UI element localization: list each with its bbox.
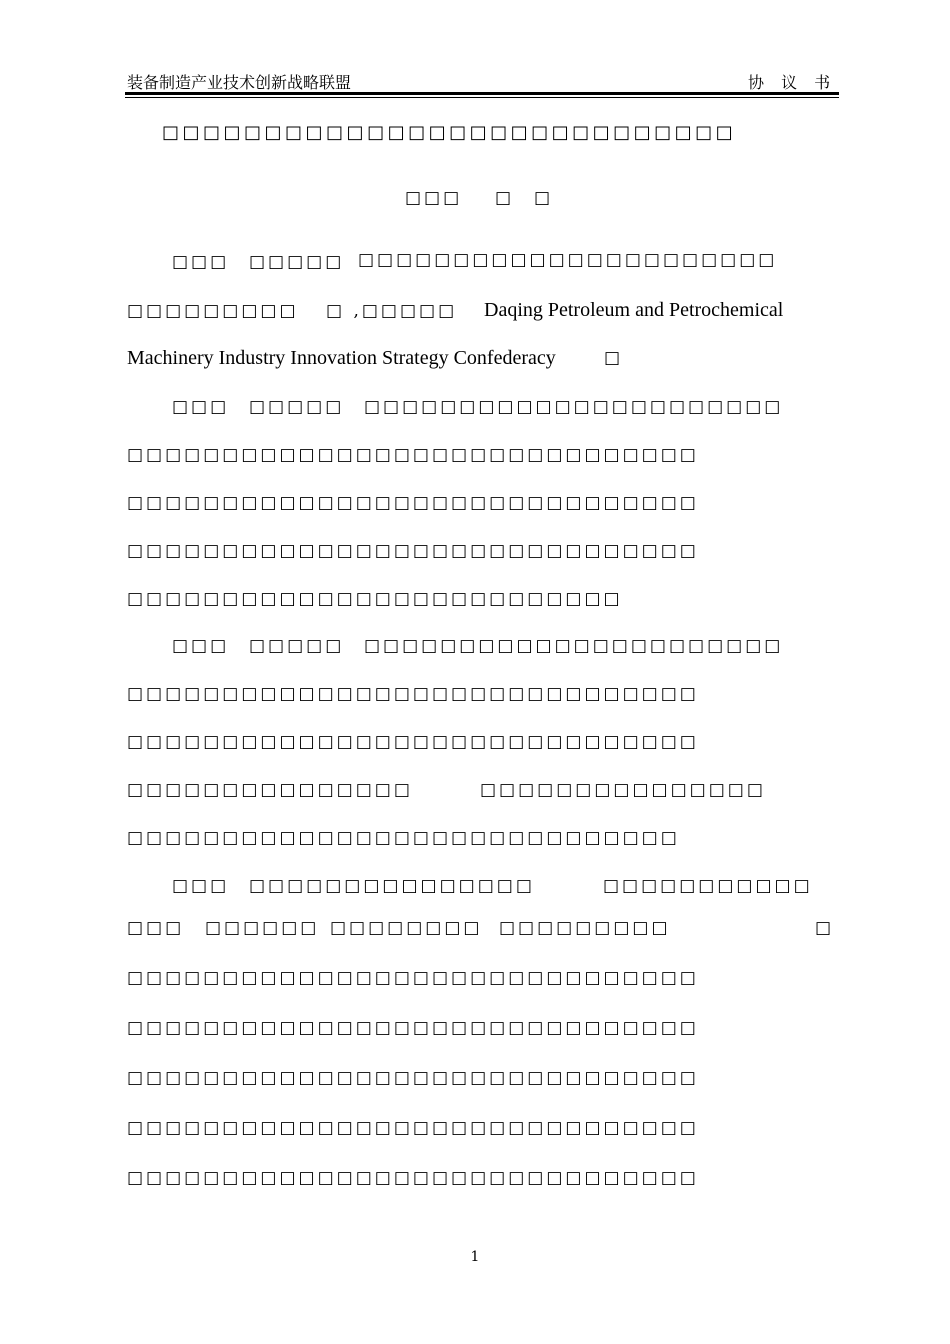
article4-line2-seg: □□□□□□□□□ <box>499 918 671 938</box>
header-rule-thin <box>125 97 839 98</box>
article4-label: □□□ <box>172 876 230 896</box>
article4-line2-seg: □□□ <box>127 918 185 938</box>
article3-line4b: □□□□□□□□□□□□□□□ <box>480 780 766 800</box>
article3-line5: □□□□□□□□□□□□□□□□□□□□□□□□□□□□□ <box>127 828 680 848</box>
article4-line: □□□□□□□□□□□□□□□□□□□□□□□□□□□□□□ <box>127 968 699 988</box>
article1-line2b: □ ,□□□□□ <box>326 301 458 321</box>
article1-label: □□□ <box>172 252 230 272</box>
article3-line: □□□□□□□□□□□□□□□□□□□□□□□□□□□□□□ <box>127 732 699 752</box>
article1-text: □□□□□□□□□□□□□□□□□□□□□□ <box>358 250 778 270</box>
article2-heading: □□□□□ <box>249 397 345 417</box>
header-doc-type: 协 议 书 <box>748 73 837 92</box>
article2-label: □□□ <box>172 397 230 417</box>
article2-line: □□□□□□□□□□□□□□□□□□□□□□□□□□□□□□ <box>127 493 699 513</box>
article3-heading: □□□□□ <box>249 636 345 656</box>
article4-line2-seg: □□□□□□□□ <box>330 918 483 938</box>
article1-english-a: Daqing Petroleum and Petrochemical <box>484 299 784 321</box>
chapter-number: □□□ <box>405 188 463 208</box>
article3-line: □□□□□□□□□□□□□□□□□□□□□□□□□□□□□□ <box>127 684 699 704</box>
article2-line: □□□□□□□□□□□□□□□□□□□□□□□□□□□□□□ <box>127 445 699 465</box>
article4-line2-seg: □ <box>815 918 835 938</box>
header-rule-thick <box>125 92 839 95</box>
header-org-name: 装备制造产业技术创新战略联盟 <box>127 73 352 92</box>
article4-text-a: □□□□□□□□□□□□□□□ <box>249 876 535 896</box>
article4-line: □□□□□□□□□□□□□□□□□□□□□□□□□□□□□□ <box>127 1068 699 1088</box>
article3-label: □□□ <box>172 636 230 656</box>
article1-english-b: Machinery Industry Innovation Strategy Confederacy <box>127 347 556 369</box>
page-number: 1 <box>470 1249 480 1265</box>
document-title: □□□□□□□□□□□□□□□□□□□□□□□□□□□□ <box>162 122 737 143</box>
article4-text-b: □□□□□□□□□□□ <box>603 876 813 896</box>
article1-line2a: □□□□□□□□□ <box>127 301 299 321</box>
article4-line: □□□□□□□□□□□□□□□□□□□□□□□□□□□□□□ <box>127 1018 699 1038</box>
article3-line4a: □□□□□□□□□□□□□□□ <box>127 780 413 800</box>
article4-line: □□□□□□□□□□□□□□□□□□□□□□□□□□□□□□ <box>127 1118 699 1138</box>
article2-line: □□□□□□□□□□□□□□□□□□□□□□□□□□□□□□ <box>127 541 699 561</box>
article2-line: □□□□□□□□□□□□□□□□□□□□□□□□□□ <box>127 589 623 609</box>
article1-end-mark: □ <box>604 348 624 368</box>
chapter-name: □ □ <box>495 188 554 208</box>
article4-line2-seg: □□□□□□ <box>205 918 320 938</box>
article2-text: □□□□□□□□□□□□□□□□□□□□□□ <box>364 397 784 417</box>
article1-heading: □□□□□ <box>249 252 345 272</box>
article3-text: □□□□□□□□□□□□□□□□□□□□□□ <box>364 636 784 656</box>
article4-line: □□□□□□□□□□□□□□□□□□□□□□□□□□□□□□ <box>127 1168 699 1188</box>
